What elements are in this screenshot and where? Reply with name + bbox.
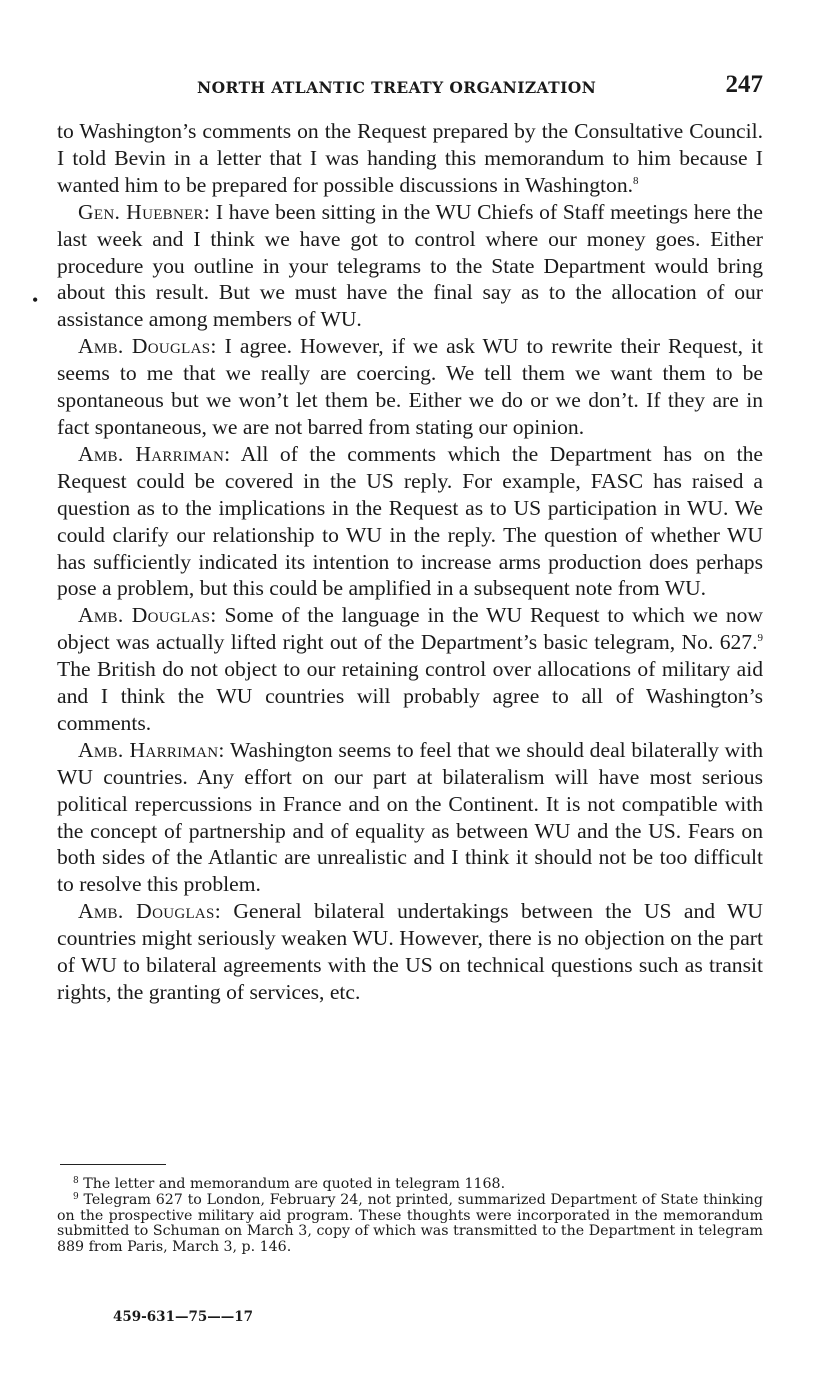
paragraph: [57, 737, 763, 898]
speaker-name: Amb. Douglas:: [78, 899, 221, 924]
footnote-text: The letter and memorandum are quoted in telegram 1168.: [78, 1176, 506, 1192]
paragraph-text: All of the comments which the Department has on the Request could be covered in the US reply. For example, FASC has raised a question as to the implications in the Request as to US participation in WU. We could clarify our relationship to WU in the reply. The question of whether WU has sufficiently indicated its intention to increase arms production does perhaps pose a problem, but this could be amplified in a subsequent note from WU.: [57, 441, 763, 601]
page-number: 247: [725, 71, 763, 98]
paragraph: [57, 333, 763, 441]
page-header: [57, 71, 763, 104]
paragraph: [57, 898, 763, 1006]
paragraph-text: to Washington’s comments on the Request prepared by the Consultative Council. I told Bevin in a letter that I was handing this memorandum to him because I wanted him to be prepared for possible discussions in Washington.: [57, 119, 763, 197]
paragraph-text: Some of the language in the WU Request to which we now object was actually lifted right out of the Department’s basic telegram, No. 627.: [57, 603, 764, 655]
speaker-name: Amb. Harriman:: [78, 737, 225, 762]
footnote-divider: [60, 1164, 166, 1165]
paragraph-text-continued: The British do not object to our retaining control over allocations of military aid and I think the WU countries will probably agree to all of Washington’s comments.: [57, 657, 763, 735]
speaker-name: Amb. Douglas:: [78, 603, 217, 628]
printer-code: 459-631—75——17: [113, 1309, 254, 1325]
footnote-text: Telegram 627 to London, February 24, not printed, summarized Department of State thinking on the prospective military aid program. These thoughts were incorporated in the memorandum submitted to Schuman on March 3, copy of which was transmitted to the Department in telegram 889 from Paris, March 3, p. 146.: [57, 1191, 763, 1256]
speaker-name: Amb. Douglas:: [78, 334, 217, 359]
footnote-ref[interactable]: 9: [757, 632, 763, 645]
speaker-name: Gen. Huebner:: [78, 199, 211, 224]
paragraph-text: Washington seems to feel that we should deal bilaterally with WU countries. Any effort on our part at bilateralism will have most serious political repercussions in France and on the Continent. It is not compatible with the concept of partnership and of equality as between WU and the US. Fears on both sides of the Atlantic are unrealistic and I think it should not be too difficult to resolve this problem.: [57, 737, 763, 897]
paragraph-text: I agree. However, if we ask WU to rewrite their Request, it seems to me that we really are coercing. We tell them we want them to be spontaneous but we won’t let them be. Either we do or we don’t. If they are in fact spontaneous, we are not barred from stating our opinion.: [57, 334, 763, 439]
paragraph-text: I have been sitting in the WU Chiefs of Staff meetings here the last week and I think we have got to control where our money goes. Either procedure you outline in your telegrams to the State Department would bring about this result. But we must have the final say as to the allocation of our assistance among members of WU.: [57, 199, 763, 332]
margin-mark: •: [32, 290, 39, 310]
footnote: [57, 1177, 763, 1193]
footnotes: [57, 1177, 763, 1256]
footnote-mark: 8: [73, 1176, 79, 1186]
footnote: [57, 1193, 763, 1256]
body-text: [57, 118, 763, 1006]
paragraph-text: General bilateral undertakings between the US and WU countries might seriously weaken WU. However, there is no objection on the part of WU to bilateral agreements with the US on technical questions such as transit rights, the granting of services, etc.: [57, 899, 763, 1004]
paragraph: [57, 118, 763, 199]
footnote-mark: 9: [73, 1191, 79, 1202]
speaker-name: Amb. Harriman:: [78, 441, 231, 466]
paragraph: [57, 441, 763, 602]
footnote-ref[interactable]: 8: [633, 174, 639, 187]
running-head: NORTH ATLANTIC TREATY ORGANIZATION: [197, 78, 597, 97]
paragraph: [57, 602, 763, 737]
paragraph: [57, 199, 763, 334]
